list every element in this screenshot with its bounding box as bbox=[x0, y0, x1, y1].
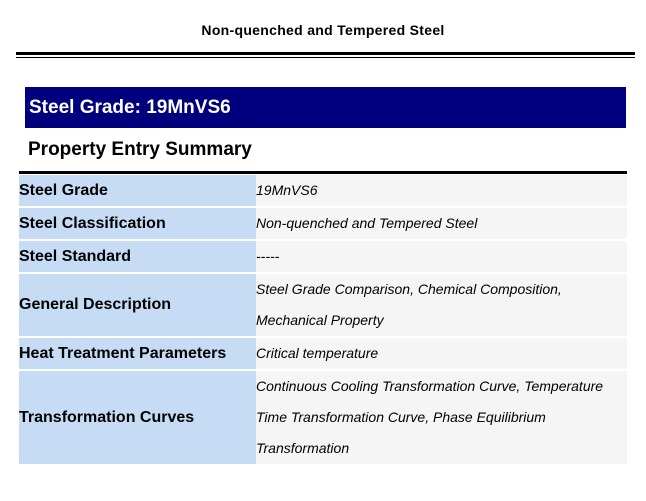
row-label-transformation-curves: Transformation Curves bbox=[19, 370, 256, 465]
row-value-steel-grade: 19MnVS6 bbox=[256, 175, 627, 207]
header-divider bbox=[16, 52, 635, 58]
section-title: Property Entry Summary bbox=[28, 139, 252, 160]
row-label-steel-grade: Steel Grade bbox=[19, 175, 256, 207]
row-value-steel-standard: ----- bbox=[256, 240, 627, 273]
row-label-general-description: General Description bbox=[19, 273, 256, 337]
table-row bbox=[19, 240, 627, 273]
table-row bbox=[19, 370, 627, 465]
steel-grade-banner: Steel Grade: 19MnVS6 bbox=[25, 87, 626, 128]
table-row bbox=[19, 337, 627, 370]
row-label-steel-classification: Steel Classification bbox=[19, 207, 256, 240]
page-header-title: Non-quenched and Tempered Steel bbox=[201, 22, 445, 38]
row-value-general-description: Steel Grade Comparison, Chemical Composition, Mechanical Property bbox=[256, 273, 627, 337]
property-summary-table bbox=[19, 175, 627, 466]
row-value-steel-classification: Non-quenched and Tempered Steel bbox=[256, 207, 627, 240]
table-row bbox=[19, 207, 627, 240]
row-label-steel-standard: Steel Standard bbox=[19, 240, 256, 273]
table-row bbox=[19, 175, 627, 207]
row-value-transformation-curves: Continuous Cooling Transformation Curve, Temperature Time Transformation Curve, Phase Equilibrium Transformation bbox=[256, 370, 627, 465]
row-label-heat-treatment: Heat Treatment Parameters bbox=[19, 337, 256, 370]
table-row bbox=[19, 273, 627, 337]
row-value-heat-treatment: Critical temperature bbox=[256, 337, 627, 370]
